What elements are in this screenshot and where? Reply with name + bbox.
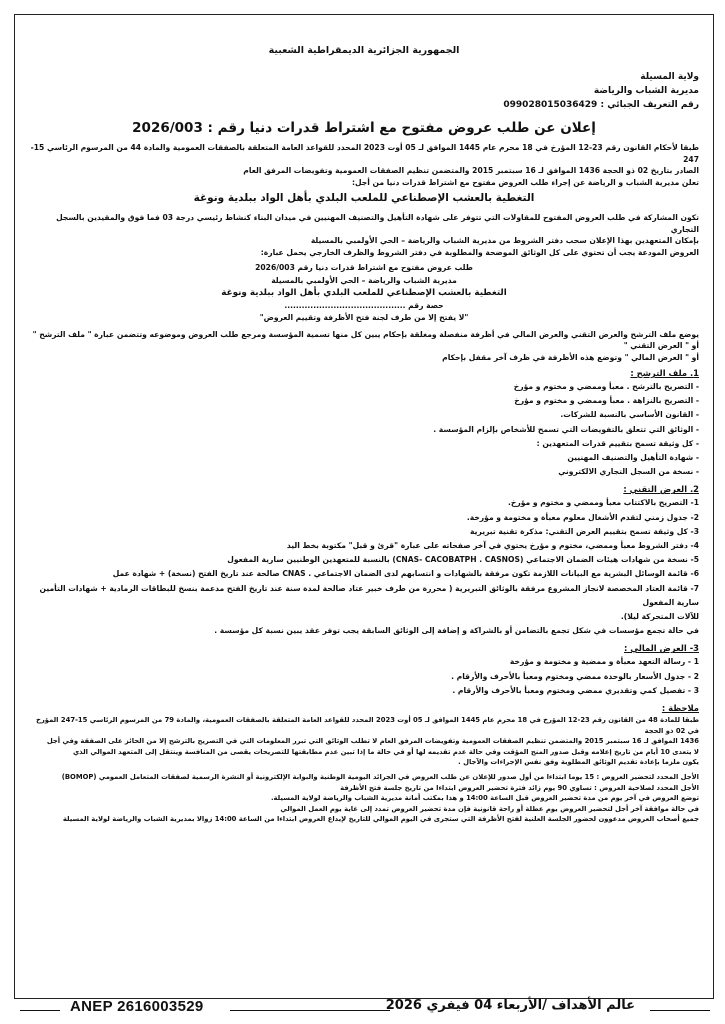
project-title: التغطية بالعشب الإصطناعي للملعب البلدي بأهل الواد ببلدية ونوغة (193, 192, 535, 204)
envelope-line: حصة رقم .......................................... (284, 300, 444, 310)
footer-rule (650, 1010, 710, 1011)
deadline-line: في حالة موافقة آخر أجل لتحضير العروض يوم عطلة أو راحة قانونية فإن مدة تحضير العروض تمدد إلى غاية يوم العمل الموالي (280, 804, 699, 813)
list-item: 3- كل وثيقة تسمح بتقييم العرض التقني: مذكرة تقنية تبريرية (470, 526, 699, 536)
tax-id-label: رقم التعريف الجبائي : 099028015036429 (503, 100, 699, 110)
list-item: 7- قائمة العتاد المخصصة لانجاز المشروع مرفقة بالوثائق التبريرية ( محررة من طرف خبير عتاد صالحة لمدة سنة عند تاريخ الفتح مدعمة بنسخ للبطاقات الرمادية + شهادات التأمين سارية المفعول (39, 583, 699, 607)
eligibility-line: تكون المشاركة في طلب العروض المفتوح للمقاولات التي تتوفر على شهادة التأهيل والتصنيف المهنيين في ميدان البناء كنشاط رئيسي درجة 03 فما فوق والمقيدين بالسجل التجاري (56, 213, 699, 234)
list-item: - نسخة من السجل التجاري الالكتروني (558, 467, 699, 477)
section1-title: 1. ملف الترشح : (630, 368, 699, 378)
list-item: - كل وثيقة تسمح بتقييم قدرات المتعهدين : (536, 438, 699, 448)
packaging-line: يوضع ملف الترشح والعرض التقني والعرض المالي في أظرفة منفصلة ومغلقة بإحكام يبين كل منها تسمية المؤسسة ومرجع طلب العروض وموضوعه وتتضمن عبارة " ملف الترشح " أو " العرض التقني " (32, 329, 699, 350)
eligibility-line: العروض المودعة يجب أن تحتوي على كل الوثائق الموضحة والمطلوبة في دفتر الشروط والظرف الخارجي يحمل عبارة: (260, 247, 699, 257)
list-item: للآلات المتحركة ليلا). (620, 612, 699, 622)
notes-title: ملاحظة : (661, 703, 699, 714)
list-item: 5- نسخة من شهادات هيئات الضمان الاجتماعي (CNAS- CACOBATPH . CASNOS) بالنسبة للمتعهدين الوطنيين سارية المفعول (227, 555, 699, 565)
note-line: لا يتعدى 10 أيام من تاريخ إعلامه وقبل صدور المنح المؤقت وفي حالة عدم تقديمه لها أو في حالة ما إذا تبين عدم مطابقتها للتصريحات يقصى من المنافسة وينتقل إلى المتعهد الموالي الذي (72, 747, 699, 756)
packaging-line: أو " العرض المالي " وتوضع هذه الأظرفة في ظرف آخر مقفل بإحكام (442, 352, 699, 362)
list-item: 1 - رسالة التعهد معبأة و ممضية و مختومة و مؤرخة (509, 657, 699, 667)
republic-heading: الجمهورية الجزائرية الديمقراطية الشعبية (268, 45, 460, 56)
list-item: 3 - تفصيل كمي وتقديري ممضي ومختوم ومعبأ بالأحرف والأرقام . (452, 685, 699, 695)
section2-title: 2. العرض التقني : (623, 484, 699, 495)
list-item: 2 - جدول الأسعار بالوحدة ممضي ومختوم ومعبأ بالأحرف والأرقام . (451, 671, 699, 681)
list-item: - التصريح بالترشح . معبأ وممضي و مختوم و مؤرخ (513, 382, 699, 391)
page-footer (0, 992, 725, 1024)
deadline-line: توضع العروض في آخر يوم من مدة تحضير العروض قبل الساعة 14:00 و هذا بمكتب أمانة مديرية الشباب والرياضة لولاية المسيلة. (270, 794, 699, 803)
list-item: 6- قائمة الوسائل البشرية مع البيانات اللازمة تكون مرفقة بالشهادات و انتسابهم لدى الضمان الاجتماعي . CNAS صالحة عند تاريخ الفتح (نسخة) + شهادة عمل (112, 569, 699, 579)
note-line: يكون ملزما بإعادة تقديم الوثائق المطلوبة وفق نفس الإجراءات والآجال . (458, 758, 699, 767)
announcement-page (14, 14, 714, 999)
deadline-line: الأجل المحدد لتحضير العروض : 15 يوما ابتداءا من أول صدور للإعلان عن طلب العروض في الجرائد اليومية الوطنية والبوابة الإلكترونية أو النشرة الرسمية لصفقات المتعامل العمومي (BOMOP) (61, 773, 699, 782)
list-item: - القانون الأساسي بالنسبة للشركات. (560, 410, 699, 420)
list-item: 4- دفتر الشروط معبأ وممضي، مختوم و مؤرخ يحتوي في آخر صفحاته على عبارة "قرئ و قبل" مكتوبة بخط اليد (286, 541, 699, 551)
envelope-line: التغطية بالعشب الإصطناعي للملعب البلدي بأهل الواد ببلدية ونوغة (221, 288, 507, 298)
envelope-line: "لا يفتح إلا من طرف لجنة فتح الأظرفة وتقييم العروض" (259, 313, 469, 322)
section3-title: 3- العرض المالي : (623, 643, 699, 654)
note-line: 1436 الموافق لـ 16 سبتمبر 2015 والمتضمن تنظيم الصفقات العمومية وتفويضات المرفق العام لا تطلب الوثائق التي تبرر المعلومات التي في التصريح بالترشح إلا من الحائز على الصفقة وفي أجل (46, 737, 699, 746)
list-item: 2- جدول زمني لتقدم الأشغال معلوم معبأة و مختومة و مؤرخة. (466, 512, 699, 522)
envelope-line: مديرية الشباب والرياضة – الحي الأولمبي بالمسيلة (271, 275, 457, 285)
intro-line: تعلن مديرية الشباب و الرياضة عن إجراء طلب العروض مفتوح مع اشتراط قدرات دنيا من أجل: (351, 177, 699, 187)
intro-line: طبقا لأحكام القانون رقم 23-12 المؤرخ في 18 محرم عام 1445 الموافق لـ 05 أوت 2023 المحدد للقواعد العامة المتعلقة بالصفقات العمومية والمادة 44 من المرسوم الرئاسي 15-247 (30, 143, 699, 164)
directorate-label: مديرية الشباب والرياضة (593, 86, 699, 96)
group-note: في حالة تجمع مؤسسات في شكل تجمع بالتضامن أو بالشراكة و إضافة إلى الوثائق السابقة يجب توفر عقد يبين نسبة كل مؤسسة . (214, 626, 699, 636)
list-item: - التصريح بالنزاهة . معبأ وممضي و مختوم و مؤرخ (514, 396, 699, 406)
list-item: - الوثائق التي تتعلق بالتفويضات التي تسمح للأشخاص بإلزام المؤسسة . (433, 424, 699, 434)
footer-rule (230, 1010, 390, 1011)
anep-reference: ANEP 2616003529 (70, 998, 204, 1015)
deadline-line: جميع أصحاب العروض مدعوون لحضور الجلسة العلنية لفتح الأظرفة التي ستجرى في اليوم الموالي للتاريخ لإيداع العروض ابتداءا من الساعة 14:00 زوالا بمديرية الشباب والرياضة لولاية المسيلة (62, 815, 699, 824)
eligibility-line: بإمكان المتعهدين بهذا الإعلان سحب دفتر الشروط من مديرية الشباب والرياضة – الحي الأولمبي بالمسيلة (310, 236, 699, 245)
deadline-line: الأجل المحدد لصلاحية العروض : تساوي 90 يوم زائد فترة تحضير العروض ابتداءا من تاريخ جلسة فتح الأظرفة (340, 783, 699, 792)
wilaya-label: ولاية المسيلة (640, 72, 699, 82)
envelope-line: طلب عروض مفتوح مع اشتراط قدرات دنيا رقم 2026/003 (255, 263, 473, 272)
publication-date: عالم الأهداف /الأربعاء 04 فيفري 2026 (385, 998, 635, 1013)
note-line: طبقا للمادة 48 من القانون رقم 23-12 المؤرخ في 18 محرم عام 1445 الموافق لـ 05 أوت 2023 المحدد للقواعد العامة المتعلقة بالصفقات العمومية، والمادة 79 من المرسوم الرئاسي 15-247 المؤرخ في 02 ذو الحجة (36, 716, 699, 735)
footer-rule (20, 1010, 60, 1011)
list-item: 1- التصريح بالاكتتاب معبأ وممضي و مختوم و مؤرخ. (508, 498, 699, 508)
announcement-title: إعلان عن طلب عروض مفتوح مع اشتراط قدرات دنيا رقم : 2026/003 (132, 120, 596, 136)
list-item: - شهادة التأهيل والتصنيف المهنيين (567, 453, 699, 463)
intro-line: الصادر بتاريخ 02 ذو الحجة 1436 الموافق لـ 16 سبتمبر 2015 والمتضمن تنظيم الصفقات العمومية وتفويضات المرفق العام (243, 166, 699, 175)
